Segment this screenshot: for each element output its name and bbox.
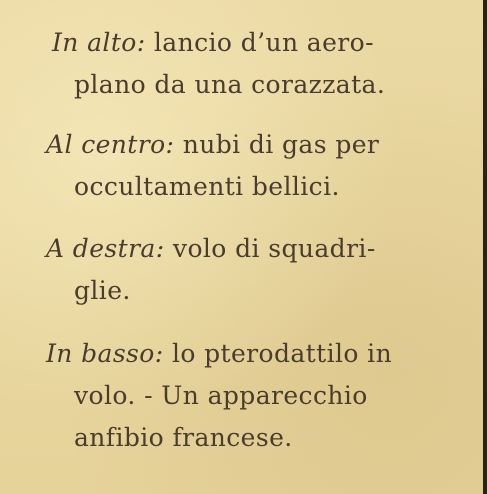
caption-line: plano da una corazzata. [74, 70, 386, 99]
caption-in-alto [46, 22, 456, 106]
caption-line [46, 228, 456, 270]
caption-line [46, 333, 456, 375]
caption-line: anfibio francese. [74, 423, 293, 452]
caption-text: lancio d’un aero- [153, 28, 374, 57]
caption-label: In basso: [46, 339, 164, 368]
caption-in-basso [46, 333, 456, 459]
page-edge-shadow [483, 0, 487, 494]
caption-al-centro [46, 124, 456, 208]
caption-text: nubi di gas per [182, 130, 380, 159]
caption-a-destra [46, 228, 456, 312]
caption-line [46, 22, 456, 64]
caption-line: glie. [74, 276, 131, 305]
caption-text: volo di squadri- [172, 234, 376, 263]
caption-line: occultamenti bellici. [74, 172, 340, 201]
caption-line: volo. - Un apparecchio [74, 381, 368, 410]
caption-line [46, 124, 456, 166]
caption-label: In alto: [52, 28, 146, 57]
caption-label: Al centro: [46, 130, 175, 159]
caption-label: A destra: [46, 234, 165, 263]
caption-text: lo pterodattilo in [171, 339, 393, 368]
